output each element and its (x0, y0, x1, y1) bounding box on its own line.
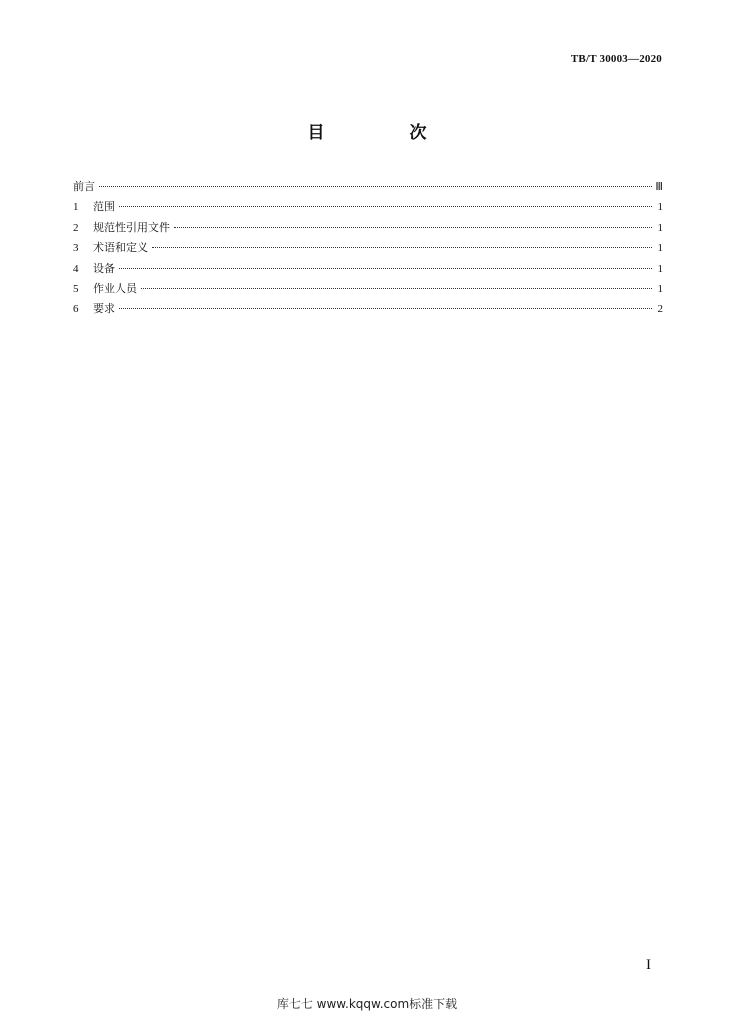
toc-entry-personnel[interactable] (73, 279, 663, 299)
toc-entry-label: 范围 (93, 200, 115, 214)
toc-entry-page: 2 (657, 303, 663, 316)
page-number: I (646, 957, 651, 973)
toc-entry-scope[interactable] (73, 197, 663, 217)
toc-entry-page: 1 (657, 262, 663, 275)
toc-entry-number: 3 (73, 242, 79, 255)
toc-entry-number: 4 (73, 262, 79, 275)
toc-leader-dots (119, 268, 652, 269)
toc-entry-terms-definitions[interactable] (73, 238, 663, 258)
page-title: 目 次 (307, 123, 461, 143)
toc-entry-label: 前言 (73, 180, 95, 193)
toc-entry-label: 术语和定义 (93, 241, 148, 255)
toc-entry-page: 1 (657, 242, 663, 255)
toc-entry-page: 1 (657, 221, 663, 234)
toc-entry-label: 作业人员 (93, 281, 137, 295)
toc-entry-label: 设备 (93, 261, 115, 275)
toc-entry-number: 1 (73, 201, 79, 214)
toc-leader-dots (119, 206, 652, 207)
toc-leader-dots (99, 186, 652, 187)
toc-entry-equipment[interactable] (73, 259, 663, 279)
toc-entry-number: 6 (73, 303, 79, 316)
toc-leader-dots (152, 247, 652, 248)
download-watermark: 库七七 www.kqqw.com标准下载 (276, 997, 458, 1011)
standard-code: TB/T 30003—2020 (570, 53, 662, 65)
toc-entry-page: Ⅲ (655, 181, 663, 193)
table-of-contents (73, 177, 663, 320)
toc-leader-dots (141, 288, 652, 289)
toc-entry-page: 1 (657, 282, 663, 295)
toc-entry-page: 1 (657, 201, 663, 214)
toc-entry-label: 规范性引用文件 (93, 220, 170, 234)
toc-entry-requirements[interactable] (73, 299, 663, 319)
toc-entry-number: 5 (73, 282, 79, 295)
toc-leader-dots (174, 227, 652, 228)
toc-leader-dots (119, 308, 652, 309)
toc-entry-foreword[interactable] (73, 177, 663, 197)
toc-entry-label: 要求 (93, 302, 115, 316)
toc-entry-normative-references[interactable] (73, 218, 663, 238)
toc-entry-number: 2 (73, 221, 79, 234)
